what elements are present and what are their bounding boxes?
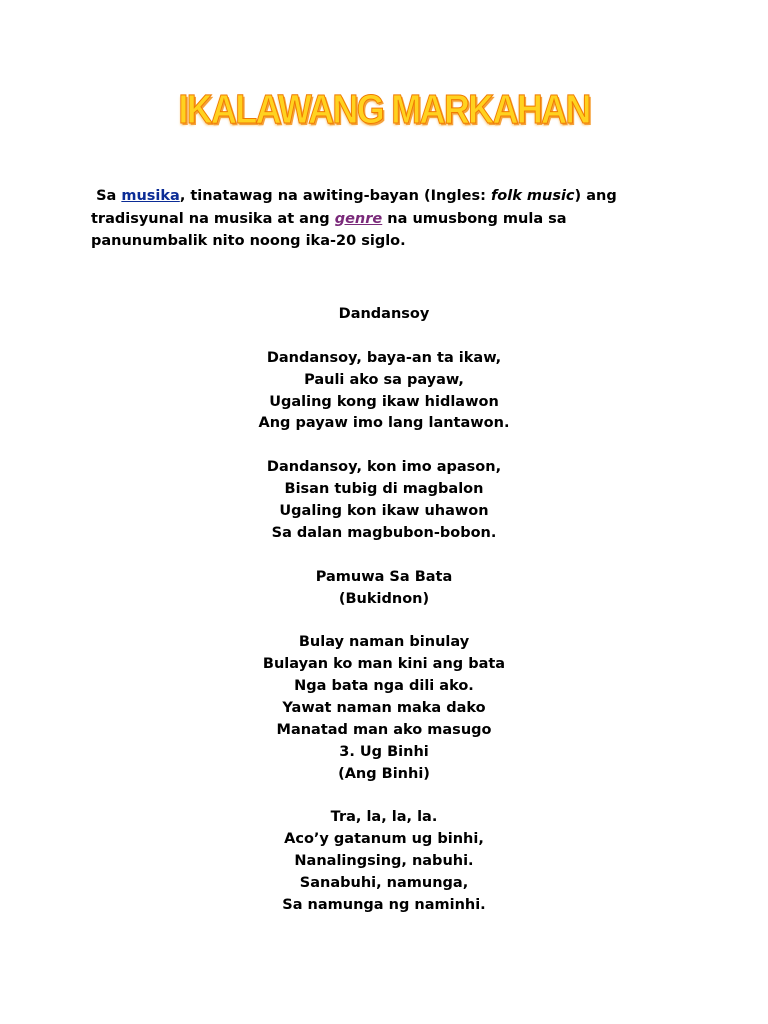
intro-italic-term: folk music (490, 188, 575, 204)
poem-line: Yawat naman maka dako (282, 700, 486, 717)
poem-line: Ugaling kon ikaw uhawon (279, 503, 489, 520)
intro-prefix: Sa (96, 188, 122, 204)
intro-text-3: na umusbong mula sa panunumbalik nito noong ika-20 siglo. (91, 210, 567, 249)
poem-block (0, 304, 768, 917)
poem-line: Ugaling kong ikaw hidlawon (269, 393, 499, 410)
intro-text-2: ) ang tradisyunal na musika at ang (91, 188, 617, 227)
poem-line: Dandansoy, baya-an ta ikaw, (266, 349, 502, 366)
poem-line: Aco’y gatanum ug binhi, (284, 831, 484, 848)
poem-line: Manatad man ako masugo (276, 721, 492, 738)
page-title: IKALAWANG MARKAHAN (178, 86, 590, 132)
poem-line: Dandansoy, kon imo apason, (266, 459, 502, 476)
poem-line: Bulayan ko man kini ang bata (262, 656, 506, 673)
poem-line: Bisan tubig di magbalon (284, 481, 484, 498)
poem-line: Pauli ako sa payaw, (304, 371, 464, 388)
poem-line: Sa dalan magbubon-bobon. (271, 524, 497, 541)
intro-paragraph (91, 185, 651, 253)
poem-line: Sa namunga ng naminhi. (282, 897, 486, 914)
song-subtitle: (Ang Binhi) (338, 765, 430, 782)
poem-line: Nanalingsing, nabuhi. (294, 853, 474, 870)
poem-line: Tra, la, la, la. (330, 809, 438, 826)
musika-link[interactable]: musika (121, 188, 180, 204)
poem-line: Bulay naman binulay (298, 634, 470, 651)
poem-line: Sanabuhi, namunga, (299, 875, 469, 892)
song-title: Pamuwa Sa Bata (315, 568, 453, 585)
song-subtitle: (Bukidnon) (338, 590, 430, 607)
poem-line: Ang payaw imo lang lantawon. (258, 415, 510, 432)
intro-text-1: , tinatawag na awiting-bayan (Ingles: (179, 188, 491, 204)
poem-heading: Dandansoy (338, 306, 430, 322)
genre-link[interactable]: genre (334, 210, 383, 227)
poem-line: Nga bata nga dili ako. (294, 678, 474, 695)
song-title: 3. Ug Binhi (339, 743, 429, 760)
